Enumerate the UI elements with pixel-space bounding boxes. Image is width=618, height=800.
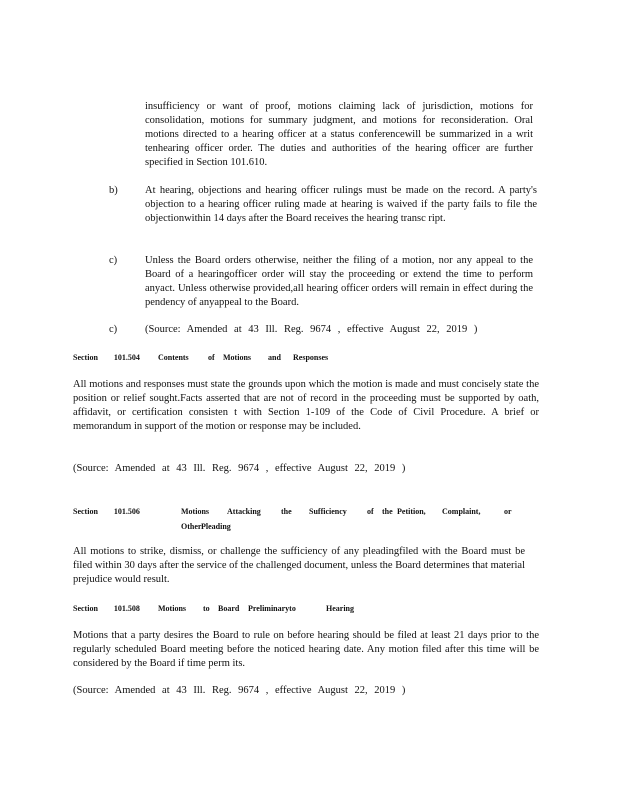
section-508-heading	[73, 603, 373, 615]
section-506-title-word: or	[504, 507, 512, 516]
section-504-title-word: Responses	[293, 353, 329, 362]
section-504-title-word: and	[268, 353, 281, 362]
section-506-title-word: the	[281, 507, 292, 516]
section-508-title-word: Hearing	[326, 604, 354, 613]
section-504-title-word: of	[208, 353, 215, 362]
section-506-title-word: the	[382, 507, 393, 516]
section-506-title-word: Motions	[181, 507, 209, 516]
section-504-body: All motions and responses must state the grounds upon which the motion is made and must concisely state the position or relief sought.Facts asserted that are not of record in the proceeding must be supported by oath, affidavit, or certification consisten t with Section 1-109 of the Code of Civil Procedure. A brief or memorandum in support of the motion or response may be included.	[73, 379, 539, 432]
section-504-title-word: Contents	[158, 353, 189, 362]
section-506-title-word: Petition,	[397, 507, 426, 516]
section-506-title-word: Other	[181, 522, 202, 531]
section-508-title-word: Preliminaryto	[248, 604, 296, 613]
subsection-a-continuation: insufficiency or want of proof, motions claiming lack of jurisdiction, motions for consolidation, motions for summary judgment, and motions for reconsideration. Oral motions directed to a hearing officer at a status conferencewill be summarized in a writ tenhearing officer order. The duties and authorities of the hearing officer are further specified in Section 101.610.	[145, 101, 533, 168]
subsection-c-label: c)	[109, 255, 118, 266]
section-506-heading	[73, 506, 533, 533]
section-506-title-word: Complaint,	[442, 507, 481, 516]
subsection-b-label: b)	[109, 185, 118, 196]
section-508-source: (Source: Amended at 43 Ill. Reg. 9674 , effective August 22, 2019 )	[73, 685, 406, 696]
subsection-b-text: At hearing, objections and hearing officer rulings must be made on the record. A party's objection to a hearing officer ruling made at hearing is waived if the party fails to file the objectionwithin 14 days after the Board receives the hearing transc ript.	[145, 185, 537, 224]
section-504-heading	[73, 352, 333, 364]
section-506-body: All motions to strike, dismiss, or challenge the sufficiency of any pleadingfiled with the Board must be filed within 30 days after the service of the challenged document, unless the Board determines that material prejudice would result.	[73, 546, 525, 585]
subsection-c-text: Unless the Board orders otherwise, neither the filing of a motion, nor any appeal to the Board of a hearingofficer order will stay the proceeding or extend the time to perform anyact. Unless otherwise provided,all hearing officer orders will remain in effect during the pendency of anyappeal to the Board.	[145, 255, 533, 308]
section-508-body: Motions that a party desires the Board to rule on before hearing should be filed at least 21 days prior to the regularly scheduled Board meeting before the noticed hearing date. Any motion filed after this time will be considered by the Board if time perm its.	[73, 630, 539, 669]
section-508-title-word: Board	[218, 604, 240, 613]
section-508-title-word: Motions	[158, 604, 186, 613]
section-508-number: Section 101.508	[73, 604, 140, 613]
section-506-title-word: of	[367, 507, 374, 516]
subsection-c2-label: c)	[109, 324, 118, 335]
subsection-c2-source: (Source: Amended at 43 Ill. Reg. 9674 , effective August 22, 2019 )	[145, 324, 478, 335]
section-504-source: (Source: Amended at 43 Ill. Reg. 9674 , effective August 22, 2019 )	[73, 463, 406, 474]
section-504-number: Section 101.504	[73, 353, 140, 362]
section-506-title-word: Attacking	[227, 507, 261, 516]
section-508-title-word: to	[203, 604, 210, 613]
section-506-number: Section 101.506	[73, 507, 140, 516]
section-504-title-word: Motions	[223, 353, 251, 362]
section-506-title-word: Pleading	[201, 522, 231, 531]
section-506-title-word: Sufficiency	[309, 507, 347, 516]
